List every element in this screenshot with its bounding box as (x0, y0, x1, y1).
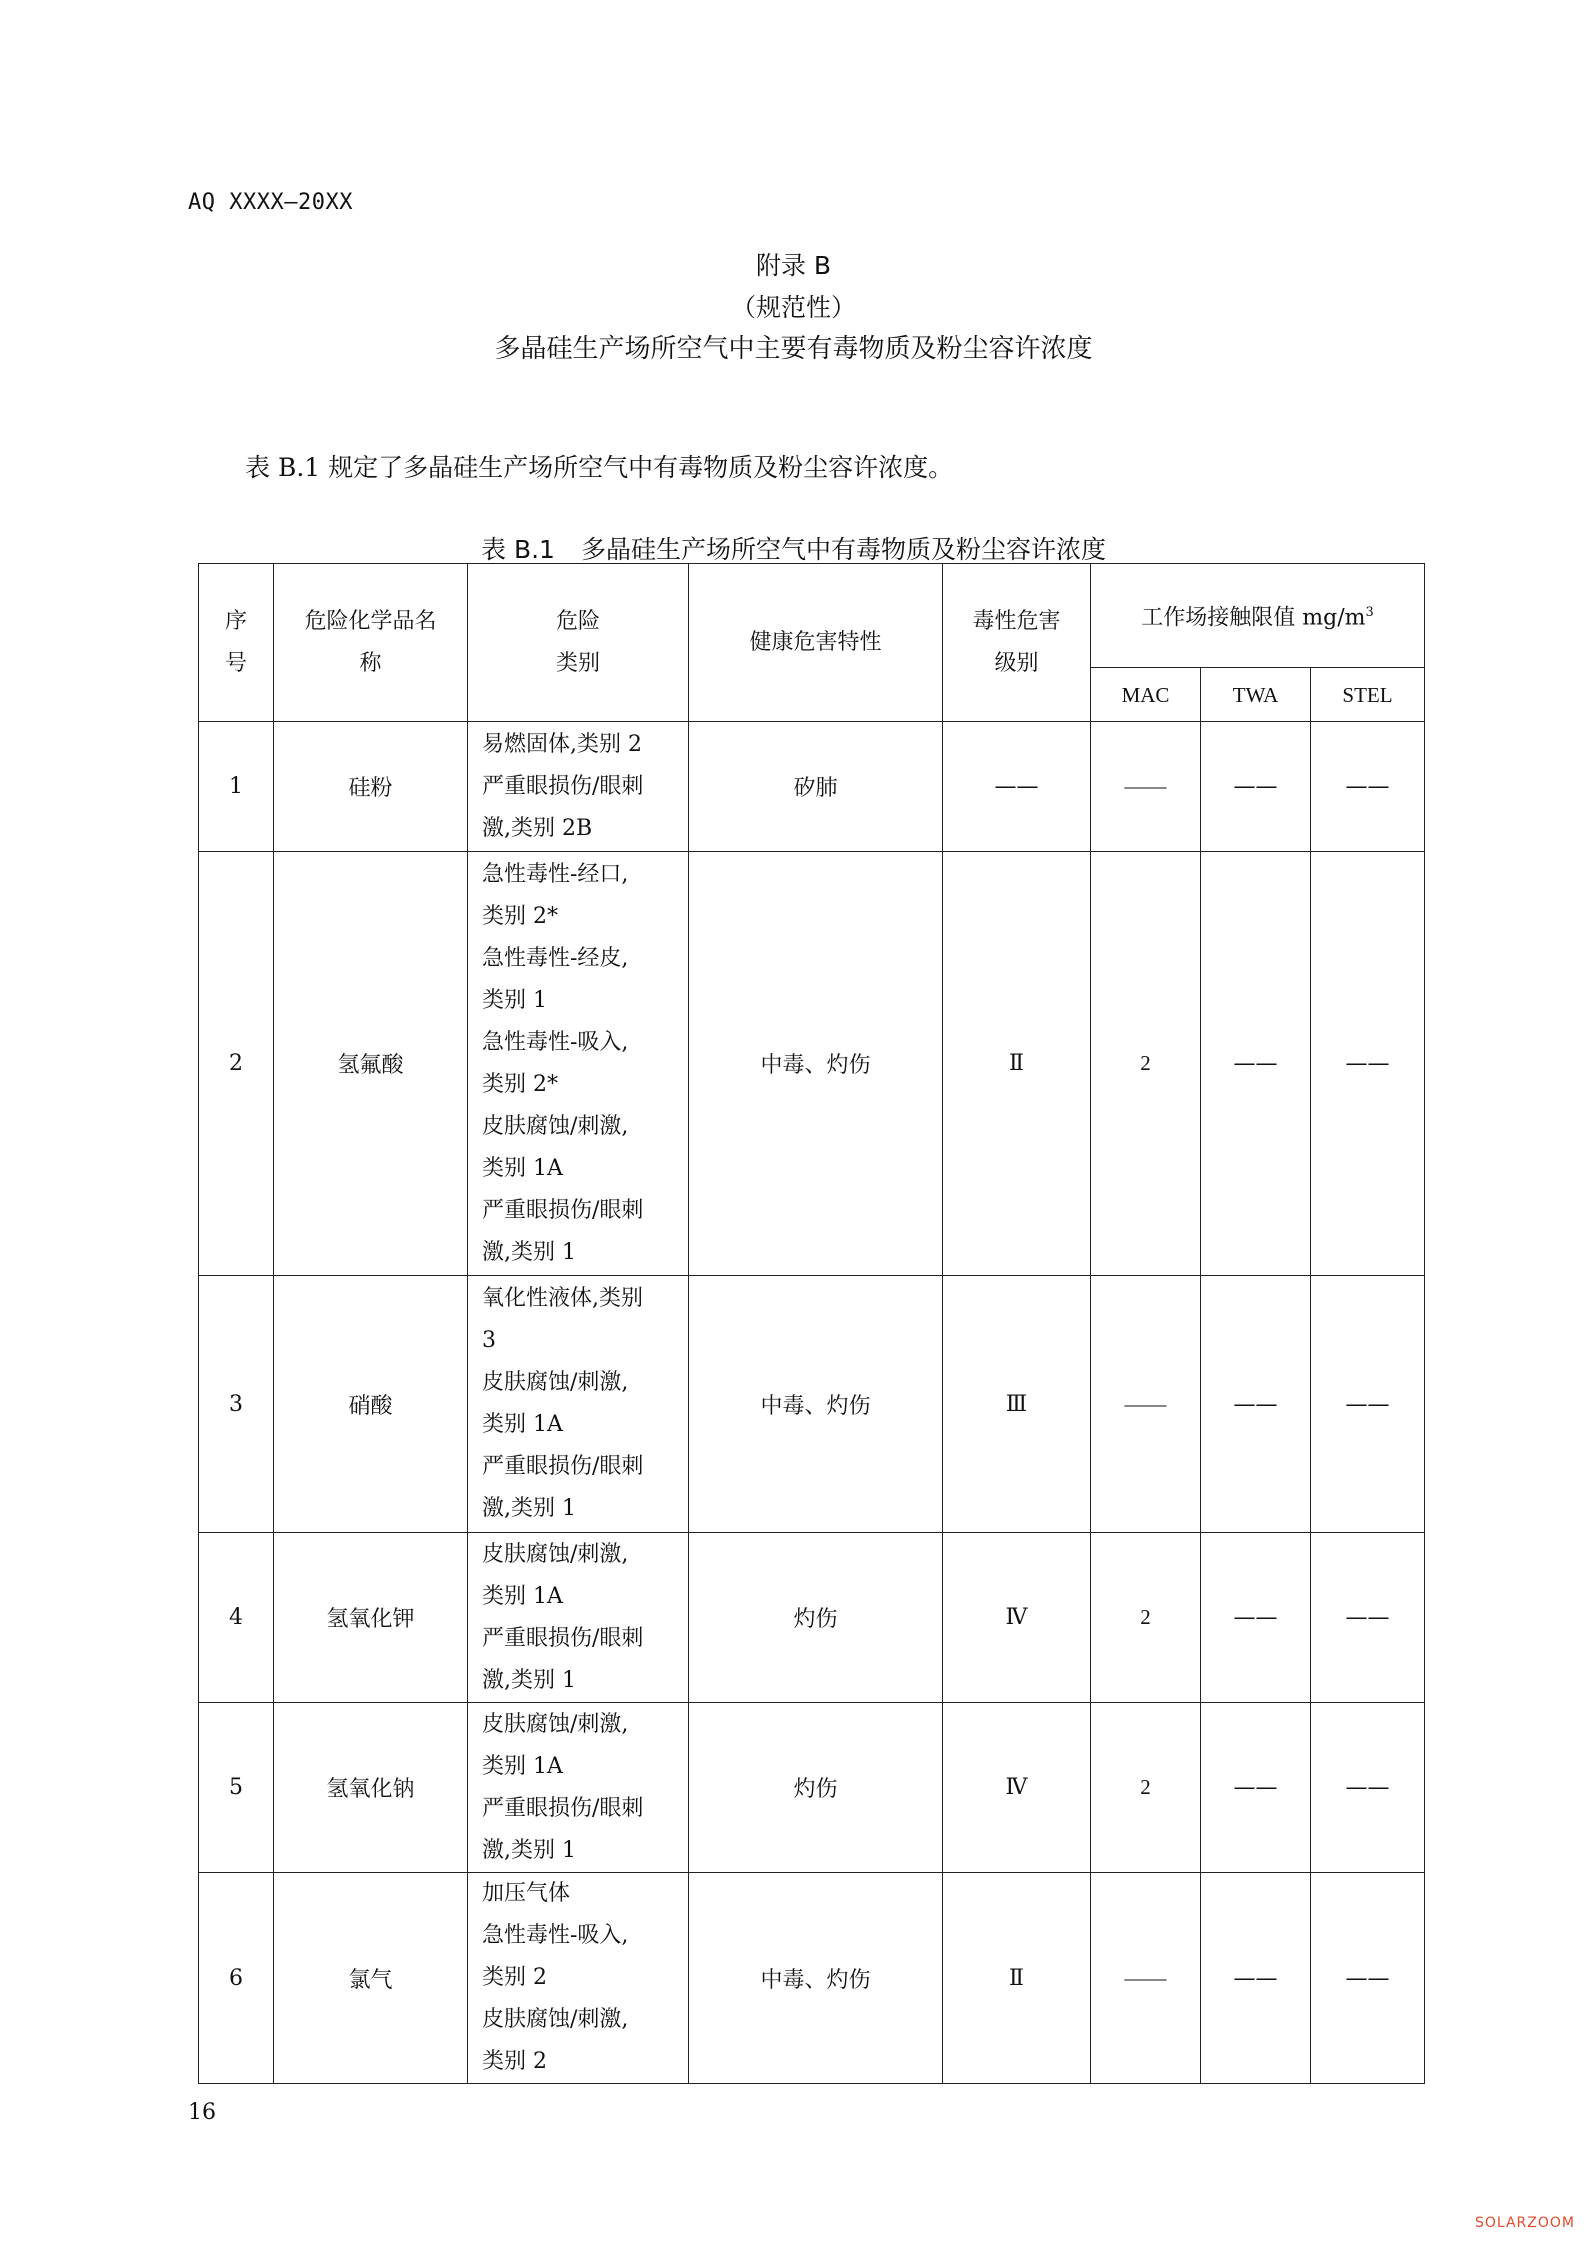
header-health: 健康危害特性 (689, 564, 943, 722)
cell-seq: 6 (199, 1873, 274, 2084)
cell-name: 硅粉 (274, 722, 468, 852)
category-line: 类别 1A (482, 1753, 563, 1779)
page-number: 16 (188, 2100, 216, 2125)
appendix-title: 附录 B (755, 251, 832, 280)
cell-seq: 2 (199, 852, 274, 1276)
cell-toxicity-grade: Ⅳ (943, 1703, 1091, 1873)
header-toxicity-grade: 毒性危害级别 (943, 564, 1091, 722)
header-name: 危险化学品名称 (274, 564, 468, 722)
cell-health: 灼伤 (689, 1703, 943, 1873)
cell-stel: —— (1311, 852, 1425, 1276)
cell-toxicity-grade: Ⅲ (943, 1276, 1091, 1533)
category-line: 皮肤腐蚀/刺激, (482, 2007, 629, 2032)
category-line: 皮肤腐蚀/刺激, (482, 1370, 629, 1395)
cell-category (468, 722, 689, 852)
table-row (199, 1533, 1425, 1703)
category-line: 激,类别 1 (482, 1667, 576, 1693)
cell-seq: 4 (199, 1533, 274, 1703)
category-line: 严重眼损伤/眼刺 (482, 1795, 644, 1821)
cell-twa: —— (1201, 722, 1311, 852)
category-line: 激,类别 1 (482, 1239, 576, 1265)
header-limit: 工作场接触限值 $mg/m^3$ (1091, 564, 1425, 668)
category-line: 类别 1A (482, 1583, 563, 1609)
table-caption-label: 表 B.1 (481, 535, 555, 564)
cell-category (468, 1703, 689, 1873)
cell-twa: —— (1201, 852, 1311, 1276)
cell-toxicity-grade: —— (943, 722, 1091, 852)
cell-twa: —— (1201, 1703, 1311, 1873)
category-line: 激,类别 2B (482, 815, 593, 841)
category-line: 急性毒性-吸入, (482, 1923, 629, 1948)
appendix-subject: 多晶硅生产场所空气中主要有毒物质及粉尘容许浓度 (494, 334, 1093, 364)
cell-name: 氢氧化钾 (274, 1533, 468, 1703)
category-line: 严重眼损伤/眼刺 (482, 1625, 644, 1651)
category-line: 类别 2 (482, 2049, 547, 2074)
category-line: 3 (482, 1328, 496, 1353)
category-line: 皮肤腐蚀/刺激, (482, 1113, 629, 1139)
cell-toxicity-grade: Ⅱ (943, 1873, 1091, 2084)
category-line: 皮肤腐蚀/刺激, (482, 1541, 629, 1567)
table-row (199, 1276, 1425, 1533)
document-code: AQ XXXX—20XX (188, 190, 353, 215)
cell-category (468, 1533, 689, 1703)
category-line: 激,类别 1 (482, 1496, 576, 1521)
category-line: 严重眼损伤/眼刺 (482, 1454, 644, 1479)
cell-stel: —— (1311, 722, 1425, 852)
cell-health: 矽肺 (689, 722, 943, 852)
category-line: 类别 1 (482, 987, 547, 1013)
cell-stel: —— (1311, 1276, 1425, 1533)
cell-category (468, 1873, 689, 2084)
cell-stel: —— (1311, 1533, 1425, 1703)
category-line: 急性毒性-经口, (482, 861, 629, 887)
table-caption (0, 530, 1587, 566)
category-line: 急性毒性-经皮, (482, 945, 629, 971)
category-line: 氧化性液体,类别 (482, 1286, 643, 1311)
cell-mac: —— (1091, 1873, 1201, 2084)
watermark-logo: SOLARZOOM (1474, 2215, 1575, 2231)
cell-name: 氯气 (274, 1873, 468, 2084)
cell-health: 中毒、灼伤 (689, 1873, 943, 2084)
cell-health: 中毒、灼伤 (689, 852, 943, 1276)
intro-paragraph: 表 B.1 规定了多晶硅生产场所空气中有毒物质及粉尘容许浓度。 (245, 453, 954, 482)
cell-name: 氢氧化钠 (274, 1703, 468, 1873)
cell-seq: 3 (199, 1276, 274, 1533)
toxic-substance-table (198, 563, 1425, 2084)
category-line: 严重眼损伤/眼刺 (482, 1197, 644, 1223)
cell-toxicity-grade: Ⅱ (943, 852, 1091, 1276)
header-category: 危险类别 (468, 564, 689, 722)
header-seq: 序号 (199, 564, 274, 722)
cell-name: 氢氟酸 (274, 852, 468, 1276)
header-mac: MAC (1091, 668, 1201, 722)
category-line: 皮肤腐蚀/刺激, (482, 1711, 629, 1737)
table-caption-title: 多晶硅生产场所空气中有毒物质及粉尘容许浓度 (580, 535, 1106, 564)
cell-health: 中毒、灼伤 (689, 1276, 943, 1533)
category-line: 加压气体 (482, 1881, 571, 1906)
cell-mac: 2 (1091, 852, 1201, 1276)
table-row (199, 1873, 1425, 2084)
cell-twa: —— (1201, 1873, 1311, 2084)
cell-twa: —— (1201, 1533, 1311, 1703)
header-stel: STEL (1311, 668, 1425, 722)
cell-name: 硝酸 (274, 1276, 468, 1533)
table-row (199, 852, 1425, 1276)
header-twa: TWA (1201, 668, 1311, 722)
cell-health: 灼伤 (689, 1533, 943, 1703)
category-line: 类别 1A (482, 1412, 563, 1437)
cell-twa: —— (1201, 1276, 1311, 1533)
cell-stel: —— (1311, 1703, 1425, 1873)
category-line: 急性毒性-吸入, (482, 1029, 629, 1055)
cell-mac: 2 (1091, 1703, 1201, 1873)
cell-seq: 5 (199, 1703, 274, 1873)
cell-toxicity-grade: Ⅳ (943, 1533, 1091, 1703)
category-line: 类别 2* (482, 1071, 558, 1097)
cell-seq: 1 (199, 722, 274, 852)
category-line: 激,类别 1 (482, 1837, 576, 1863)
category-line: 易燃固体,类别 2 (482, 731, 642, 757)
table-row (199, 722, 1425, 852)
category-line: 类别 2* (482, 903, 558, 929)
table-row (199, 1703, 1425, 1873)
cell-category (468, 1276, 689, 1533)
category-line: 类别 1A (482, 1155, 563, 1181)
cell-mac: 2 (1091, 1533, 1201, 1703)
appendix-type: （规范性） (730, 293, 856, 322)
cell-mac: —— (1091, 1276, 1201, 1533)
cell-category (468, 852, 689, 1276)
category-line: 严重眼损伤/眼刺 (482, 773, 644, 799)
cell-stel: —— (1311, 1873, 1425, 2084)
cell-mac: —— (1091, 722, 1201, 852)
category-line: 类别 2 (482, 1965, 547, 1990)
